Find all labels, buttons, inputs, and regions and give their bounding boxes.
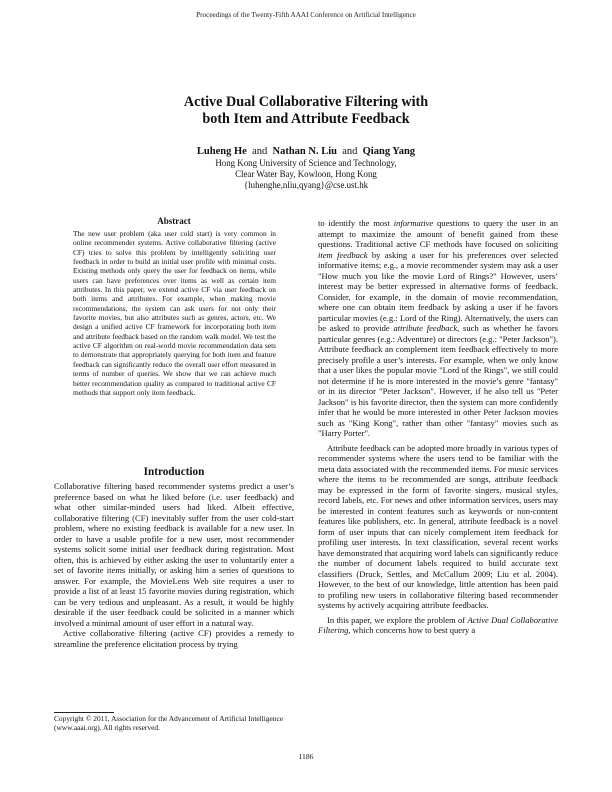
text-run: to identify the most (318, 218, 394, 228)
emphasis: attribute feedback (393, 323, 458, 333)
text-run: by asking a user for his preferences over selected informative items; e.g., a movie recommender system may ask a user "How much you like the movie Lord of Rings?" However, users’ interest may be better expressed in alternative forms of feedback. Consider, for example, in the domain of movie recommendation, where one can obtain item feedback by asking a user if he favors particular movies (e.g.: Lord of the Ring). Alternatively, the users can be asked to provide (318, 249, 558, 333)
author-emails: {luhenghe,nliu,qyang}@cse.ust.hk (243, 180, 369, 190)
paragraph (318, 615, 558, 636)
copyright-footnote: Copyright © 2011, Association for the Advancement of Artificial Intelligence (www.aaai.org). All rights reserved. (54, 714, 284, 733)
text-run: questions to query the user in an attempt to maximize the amount of benefit gained from these questions. Traditional active CF methods have focused on soliciting (318, 218, 559, 249)
text-run: , which concerns how to best query a (348, 625, 476, 635)
affiliation-line-2: Clear Water Bay, Kowloon, Hong Kong (235, 169, 377, 179)
footnote-divider (54, 712, 114, 713)
title-line-2: both Item and Attribute Feedback (202, 111, 410, 127)
left-column-body (54, 481, 294, 649)
paragraph (318, 218, 558, 439)
author-separator: and (342, 146, 358, 157)
running-head: Proceedings of the Twenty-Fifth AAAI Conference on Artificial Intelligence (196, 11, 416, 19)
text-run: , such as whether he favors particular genres (e.g.: Adventure) or directors (e.g.: "Peter Jackson"). Attribute feedback an complement item feedback effectively to more precisely profile a user’s interests. For example, when we only know that a user likes the popular movie "Lord of the Rings", we still could not determine if he is more interested in the movie’s genre "fantasy" or in its director "Peter Jackson". However, if he also tell us "Peter Jackson" is his favorite director, then the system can more confidently infer that he would be more interested in other Peter Jackson movies such as "King Kong", rather than other "fantasy" movies such as "Harry Porter". (318, 323, 558, 438)
paragraph: Active collaborative filtering (active CF) provides a remedy to streamline the preference elicitation process by trying (54, 628, 294, 649)
text-run: In this paper, we explore the problem of (327, 614, 468, 625)
paper-title (0, 94, 612, 128)
emphasis: Active Dual Collaborative Filtering (318, 614, 558, 635)
affiliation (0, 158, 612, 191)
author-2: Nathan N. Liu (272, 146, 337, 157)
author-1: Luheng He (196, 146, 247, 157)
right-column-body (318, 218, 558, 636)
introduction-heading: Introduction (143, 466, 205, 478)
emphasis: item feedback (318, 249, 368, 260)
abstract-text: The new user problem (aka user cold start) is very common in online recommender systems. Active collaborative filtering (active CF) tries to solve this problem by intelligently soliciting user feedback in order to build an initial user profile with minimal costs. Existing methods only query the user for feedback on items, while users can have preferences over items as well as certain item attributes. In this paper, we extend active CF via user feedback on both items and attributes. For example, when making movie recommendations, the system can ask users for not only their favorite movies, but also attributes such as genres, actors, etc. We design a unified active CF framework for incorporating both item and attribute feedback based on the random walk model. We test the active CF algorithm on real-world movie recommendation data sets to demonstrate that appropriately querying for both item and feature feedback can significantly reduce the overall user effort measured in terms of number of queries. We show that we can achieve much better recommendation quality as compared to traditional active CF methods that support only item feedback. (73, 229, 276, 397)
affiliation-line-1: Hong Kong University of Science and Technology, (215, 158, 397, 168)
title-line-1: Active Dual Collaborative Filtering with (183, 94, 429, 110)
paragraph: Attribute feedback can be adopted more broadly in various types of recommender systems where the users tend to be familiar with the meta data associated with the recommended items. For music services where the items to be recommended are songs, attribute feedback may be expressed in the form of favorite singers, musical styles, record labels, etc. For news and other information services, users may be interested in content features such as keywords or non-content features like publishers, etc. In general, attribute feedback is a novel form of user inputs that can nicely complement item feedback for profiling user interests. In text classification, several recent works have demonstrated that acquiring word labels can significantly reduce the number of document labels required to build accurate text classifiers (Druck, Settles, and McCallum 2009; Liu et al. 2004). However, to the best of our knowledge, little attention has been paid to profiling new users in collaborative filtering based recommender systems by actively acquiring attribute feedbacks. (318, 442, 558, 610)
page-number: 1186 (298, 752, 314, 761)
author-list (0, 146, 612, 158)
paragraph: Collaborative filtering based recommender systems predict a user’s preference based on what he liked before (i.e. user feedback) and what other similar-minded users had liked. Albeit effective, collaborative filtering (CF) inevitably suffer from the user cold-start problem, where no existing feedback is available for a new user. In order to have a usable profile for a new user, most recommender systems solicit some initial user feedback during registration. Most often, this is achieved by either asking the user to voluntarily enter a set of favorite items initially, or asking him a series of questions to answer. For example, the MovieLens Web site requires a user to provide a list of at least 15 favorite movies during registration, which can be very tedious and unpleasant. As a result, it would be highly desirable if the user feedback could be solicited in a manner which involved a minimal amount of user effort in a natural way. (54, 481, 294, 628)
author-3: Qiang Yang (362, 146, 416, 157)
abstract-heading: Abstract (157, 216, 191, 226)
author-separator: and (252, 146, 268, 157)
emphasis: informative (393, 218, 434, 228)
